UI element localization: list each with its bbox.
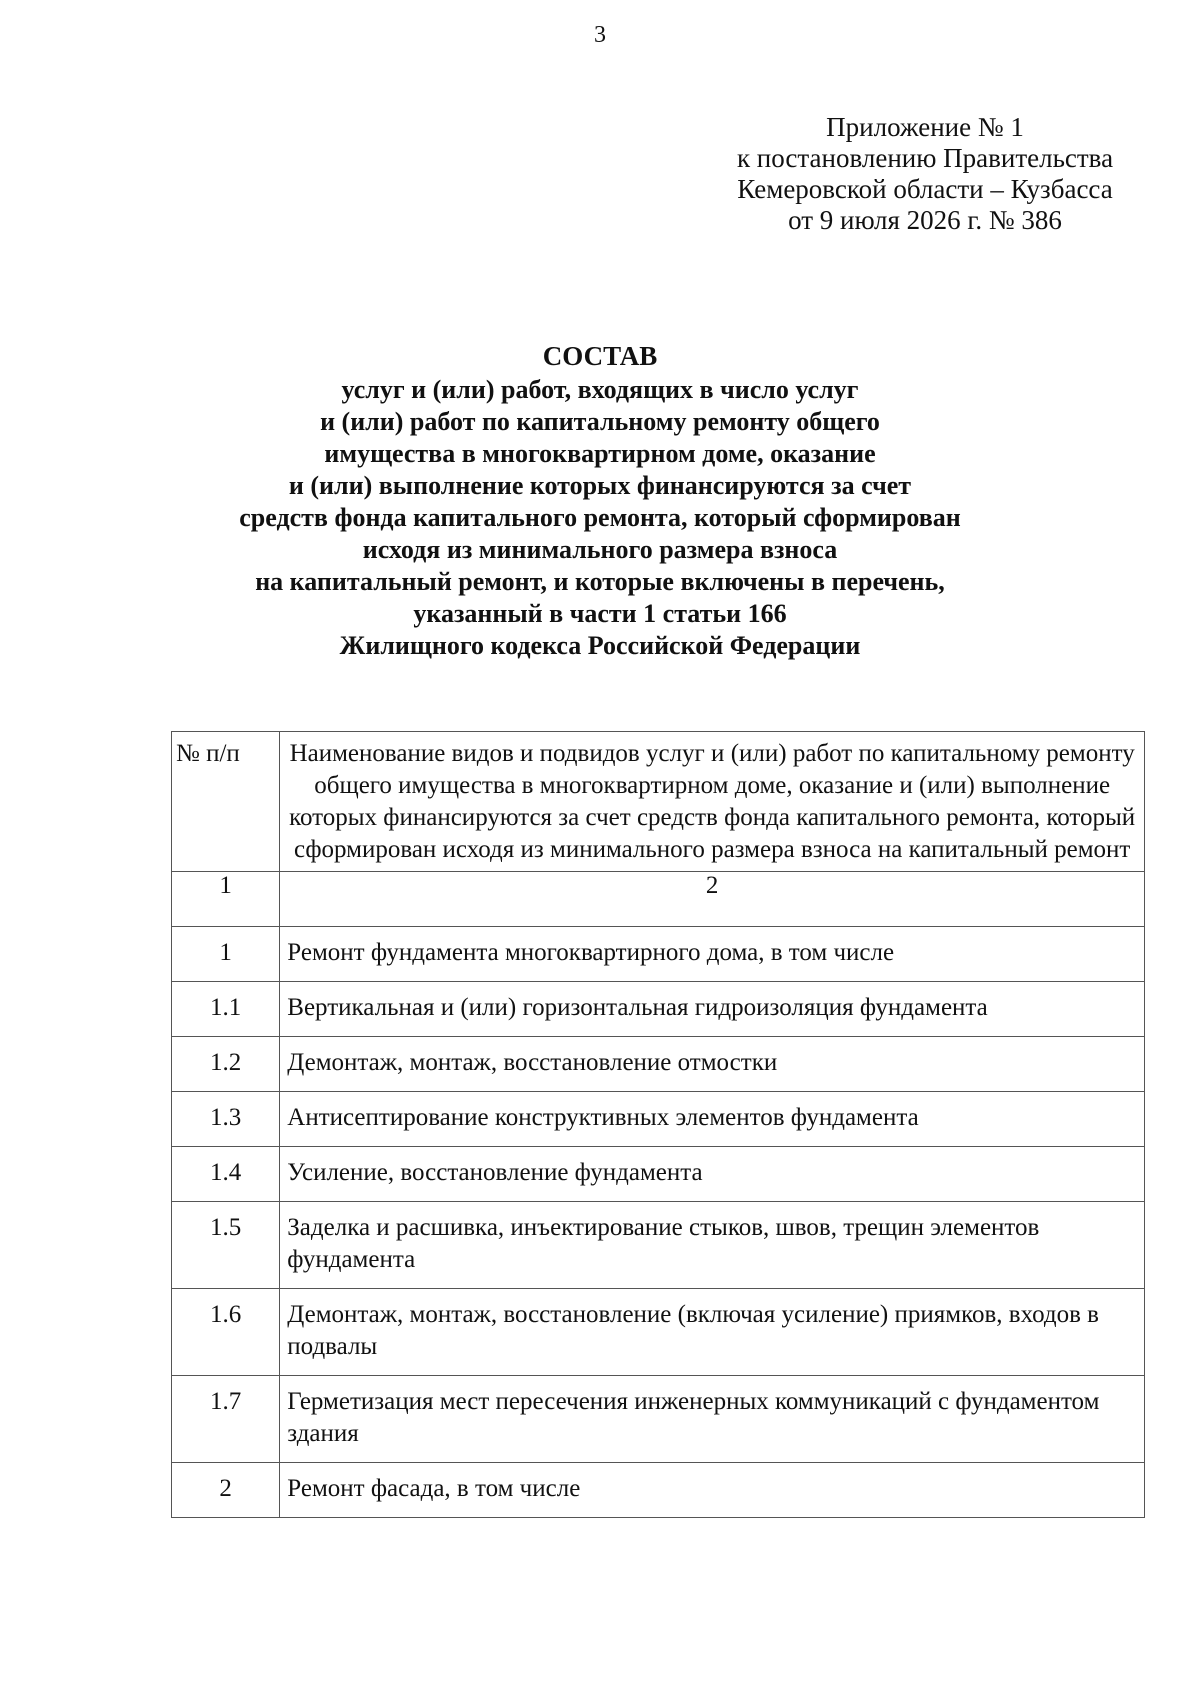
title-line: услуг и (или) работ, входящих в число услуг [341, 375, 859, 404]
row-name: Демонтаж, монтаж, восстановление отмостки [280, 1037, 1145, 1092]
title-line: имущества в многоквартирном доме, оказание [324, 439, 876, 468]
column-index-number: 1 [172, 872, 280, 927]
row-name: Вертикальная и (или) горизонтальная гидроизоляция фундамента [280, 982, 1145, 1037]
page-number: 3 [594, 22, 606, 48]
appendix-line: от 9 июля 2026 г. № 386 [788, 205, 1062, 235]
row-number: 1.1 [172, 982, 280, 1037]
table-row [172, 1202, 1145, 1289]
row-name: Антисептирование конструктивных элементов фундамента [280, 1092, 1145, 1147]
table-row [172, 1463, 1145, 1518]
table-row [172, 982, 1145, 1037]
table-row [172, 927, 1145, 982]
header-name: Наименование видов и подвидов услуг и (или) работ по капитальному ремонту общего имущества в многоквартирном доме, оказание и (или) выполнение которых финансируются за счет средств фонда капитального ремонта, который сформирован исходя из минимального размера взноса на капитальный ремонт [280, 732, 1145, 872]
row-number: 1.2 [172, 1037, 280, 1092]
title-line: Жилищного кодекса Российской Федерации [339, 631, 861, 660]
appendix-reference [720, 112, 1130, 236]
appendix-line: Кемеровской области – Кузбасса [737, 174, 1113, 204]
table-header-row [172, 732, 1145, 872]
document-title [0, 340, 1200, 662]
row-number: 1 [172, 927, 280, 982]
row-number: 2 [172, 1463, 280, 1518]
row-number: 1.6 [172, 1289, 280, 1376]
table-row [172, 1147, 1145, 1202]
column-index-row [172, 872, 1145, 927]
row-name: Заделка и расшивка, инъектирование стыков, швов, трещин элементов фундамента [280, 1202, 1145, 1289]
title-line: и (или) выполнение которых финансируются за счет [288, 471, 912, 500]
row-name: Усиление, восстановление фундамента [280, 1147, 1145, 1202]
column-index-name: 2 [280, 872, 1145, 927]
table-row [172, 1092, 1145, 1147]
row-number: 1.7 [172, 1376, 280, 1463]
row-number: 1.4 [172, 1147, 280, 1202]
title-line: исходя из минимального размера взноса [362, 535, 838, 564]
header-number: № п/п [172, 732, 280, 872]
table-row [172, 1376, 1145, 1463]
row-name: Ремонт фундамента многоквартирного дома, в том числе [280, 927, 1145, 982]
row-number: 1.5 [172, 1202, 280, 1289]
title-line: и (или) работ по капитальному ремонту общего [320, 407, 880, 436]
services-table [171, 731, 1145, 1518]
title-line: на капитальный ремонт, и которые включены в перечень, [255, 567, 945, 596]
row-number: 1.3 [172, 1092, 280, 1147]
row-name: Демонтаж, монтаж, восстановление (включая усиление) приямков, входов в подвалы [280, 1289, 1145, 1376]
appendix-line: к постановлению Правительства [736, 143, 1114, 173]
table-row [172, 1037, 1145, 1092]
title-line: средств фонда капитального ремонта, который сформирован [239, 503, 961, 532]
title-heading: СОСТАВ [542, 341, 658, 371]
appendix-line: Приложение № 1 [826, 112, 1024, 142]
title-line: указанный в части 1 статьи 166 [413, 599, 787, 628]
table-row [172, 1289, 1145, 1376]
row-name: Герметизация мест пересечения инженерных коммуникаций с фундаментом здания [280, 1376, 1145, 1463]
row-name: Ремонт фасада, в том числе [280, 1463, 1145, 1518]
